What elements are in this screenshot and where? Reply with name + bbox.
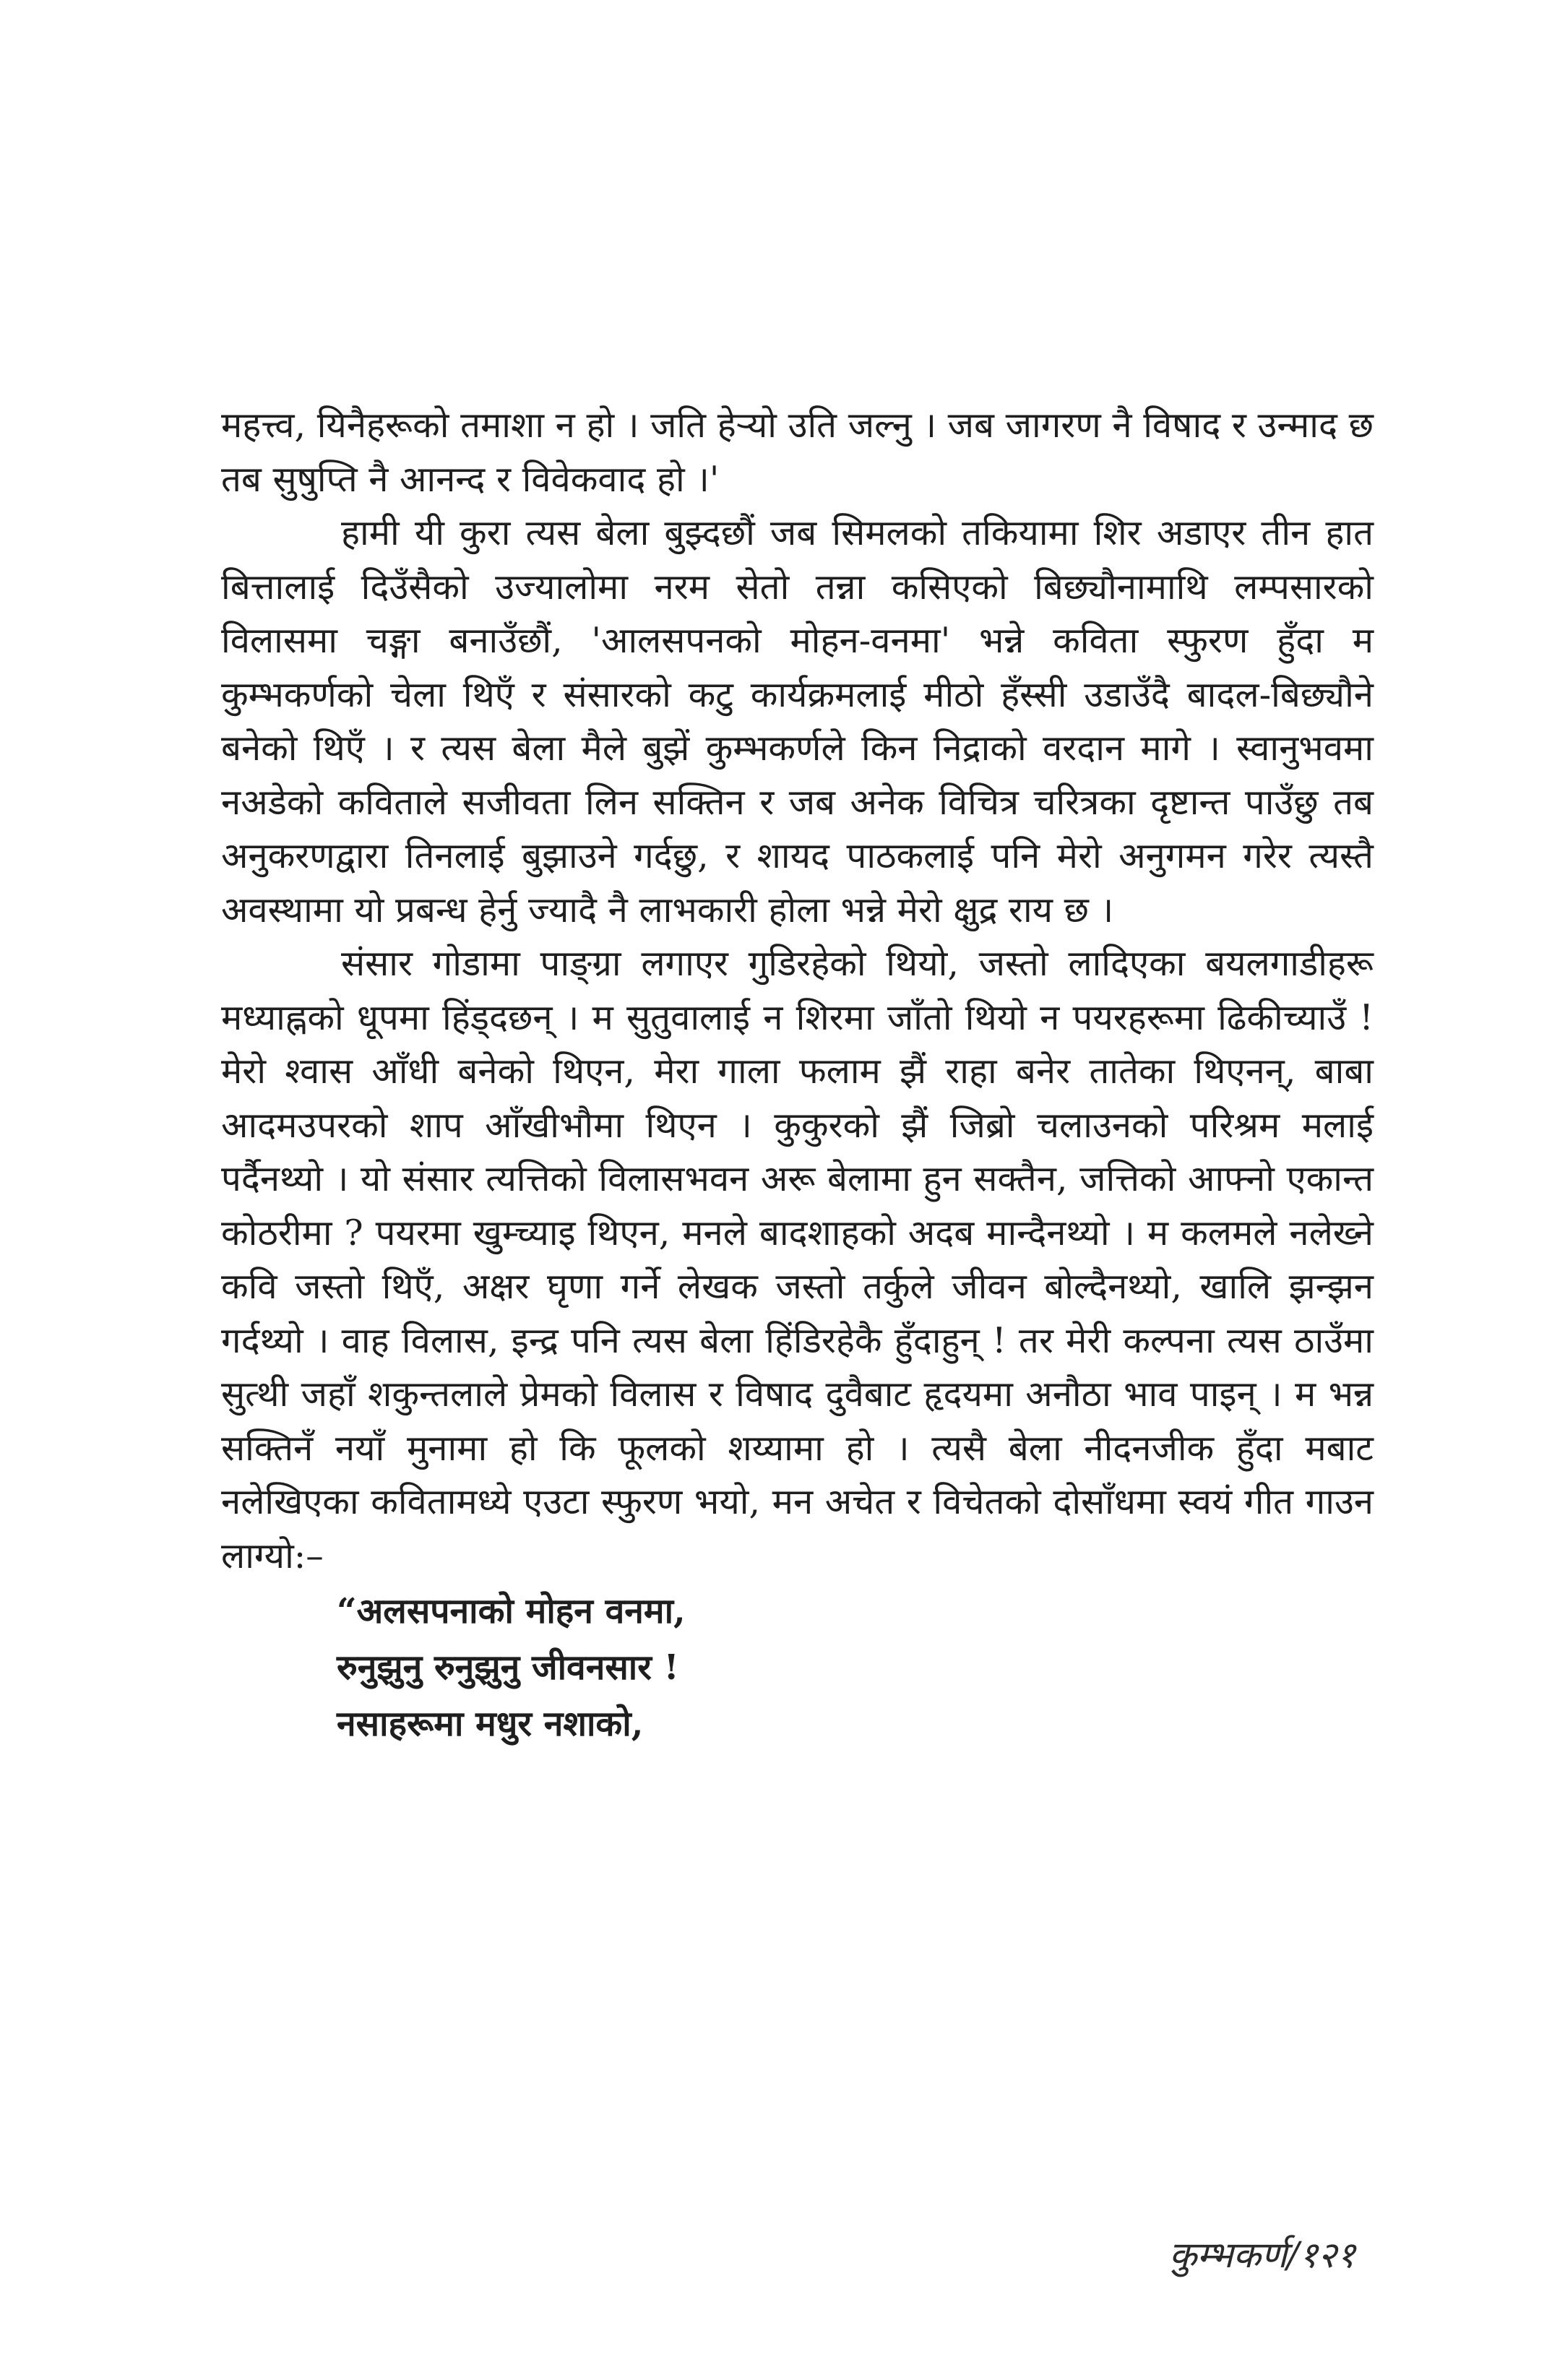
poem-line: रुनुझुनु रुनुझुनु जीवनसार ! (337, 1647, 679, 1688)
running-footer: कुम्भकर्ण/१२१ (1169, 2234, 1355, 2276)
poem-stanza (221, 1583, 1374, 1752)
poem-line: “अलसपनाको मोहन वनमा, (337, 1591, 686, 1631)
body-text (221, 399, 1374, 1752)
poem-line: नसाहरूमा मधुर नशाको, (337, 1704, 644, 1744)
paragraph-world-on-wheels: संसार गोडामा पाङ्ग्रा लगाएर गुडिरहेको थियो, जस्तो लादिएका बयलगाडीहरू मध्याह्नको धूपमा हिंड्दछन् । म सुतुवालाई न शिरमा जाँतो थियो न पयरहरूमा ढिकीच्याउँ ! मेरो श्वास आँधी बनेको थिएन, मेरा गाला फलाम झैं राहा बनेर तातेका थिएनन्, बाबा आदमउपरको शाप आँखीभौमा थिएन । कुकुरको झैं जिब्रो चलाउनको परिश्रम मलाई पर्दैनथ्यो । यो संसार त्यत्तिको विलासभवन अरू बेलामा हुन सक्तैन, जत्तिको आफ्नो एकान्त कोठरीमा ? पयरमा खुम्च्याइ थिएन, मनले बादशाहको अदब मान्दैनथ्यो । म कलमले नलेख्ने कवि जस्तो थिएँ, अक्षर घृणा गर्ने लेखक जस्तो तर्कुले जीवन बोल्दैनथ्यो, खालि झन्झन गर्दथ्यो । वाह विलास, इन्द्र पनि त्यस बेला हिंडिरहेकै हुँदाहुन् ! तर मेरी कल्पना त्यस ठाउँमा सुत्थी जहाँ शकुन्तलाले प्रेमको विलास र विषाद दुवैबाट हृदयमा अनौठा भाव पाइन् । म भन्न सक्तिनँ नयाँ मुनामा हो कि फूलको शय्यामा हो । त्यसै बेला नीदनजीक हुँदा मबाट नलेखिएका कवितामध्ये एउटा स्फुरण भयो, मन अचेत र विचेतको दोसाँधमा स्वयं गीत गाउन लाग्यो:– (221, 943, 1374, 1577)
paragraph-continuation: महत्त्व, यिनैहरूको तमाशा न हो । जति हेऱ्यो उति जल्नु । जब जागरण नै विषाद र उन्माद छ तब सुषुप्ति नै आनन्द र विवेकवाद हो ।' (221, 405, 1374, 500)
paragraph-kumbhakarna-disciple: हामी यी कुरा त्यस बेला बुझ्दछौं जब सिमलको तकियामा शिर अडाएर तीन हात बित्तालाई दिउँसैको उज्यालोमा नरम सेतो तन्ना कसिएको बिछ्यौनामाथि लम्पसारको विलासमा चङ्गा बनाउँछौं, 'आलसपनको मोहन-वनमा' भन्ने कविता स्फुरण हुँदा म कुम्भकर्णको चेला थिएँ र संसारको कटु कार्यक्रमलाई मीठो हँस्सी उडाउँदै बादल-बिछ्यौने बनेको थिएँ । र त्यस बेला मैले बुझें कुम्भकर्णले किन निद्राको वरदान मागे । स्वानुभवमा नअडेको कविताले सजीवता लिन सक्तिन र जब अनेक विचित्र चरित्रका दृष्टान्त पाउँछु तब अनुकरणद्वारा तिनलाई बुझाउने गर्दछु, र शायद पाठकलाई पनि मेरो अनुगमन गरेर त्यस्तै अवस्थामा यो प्रबन्ध हेर्नु ज्यादै नै लाभकारी होला भन्ने मेरो क्षुद्र राय छ । (221, 512, 1374, 931)
